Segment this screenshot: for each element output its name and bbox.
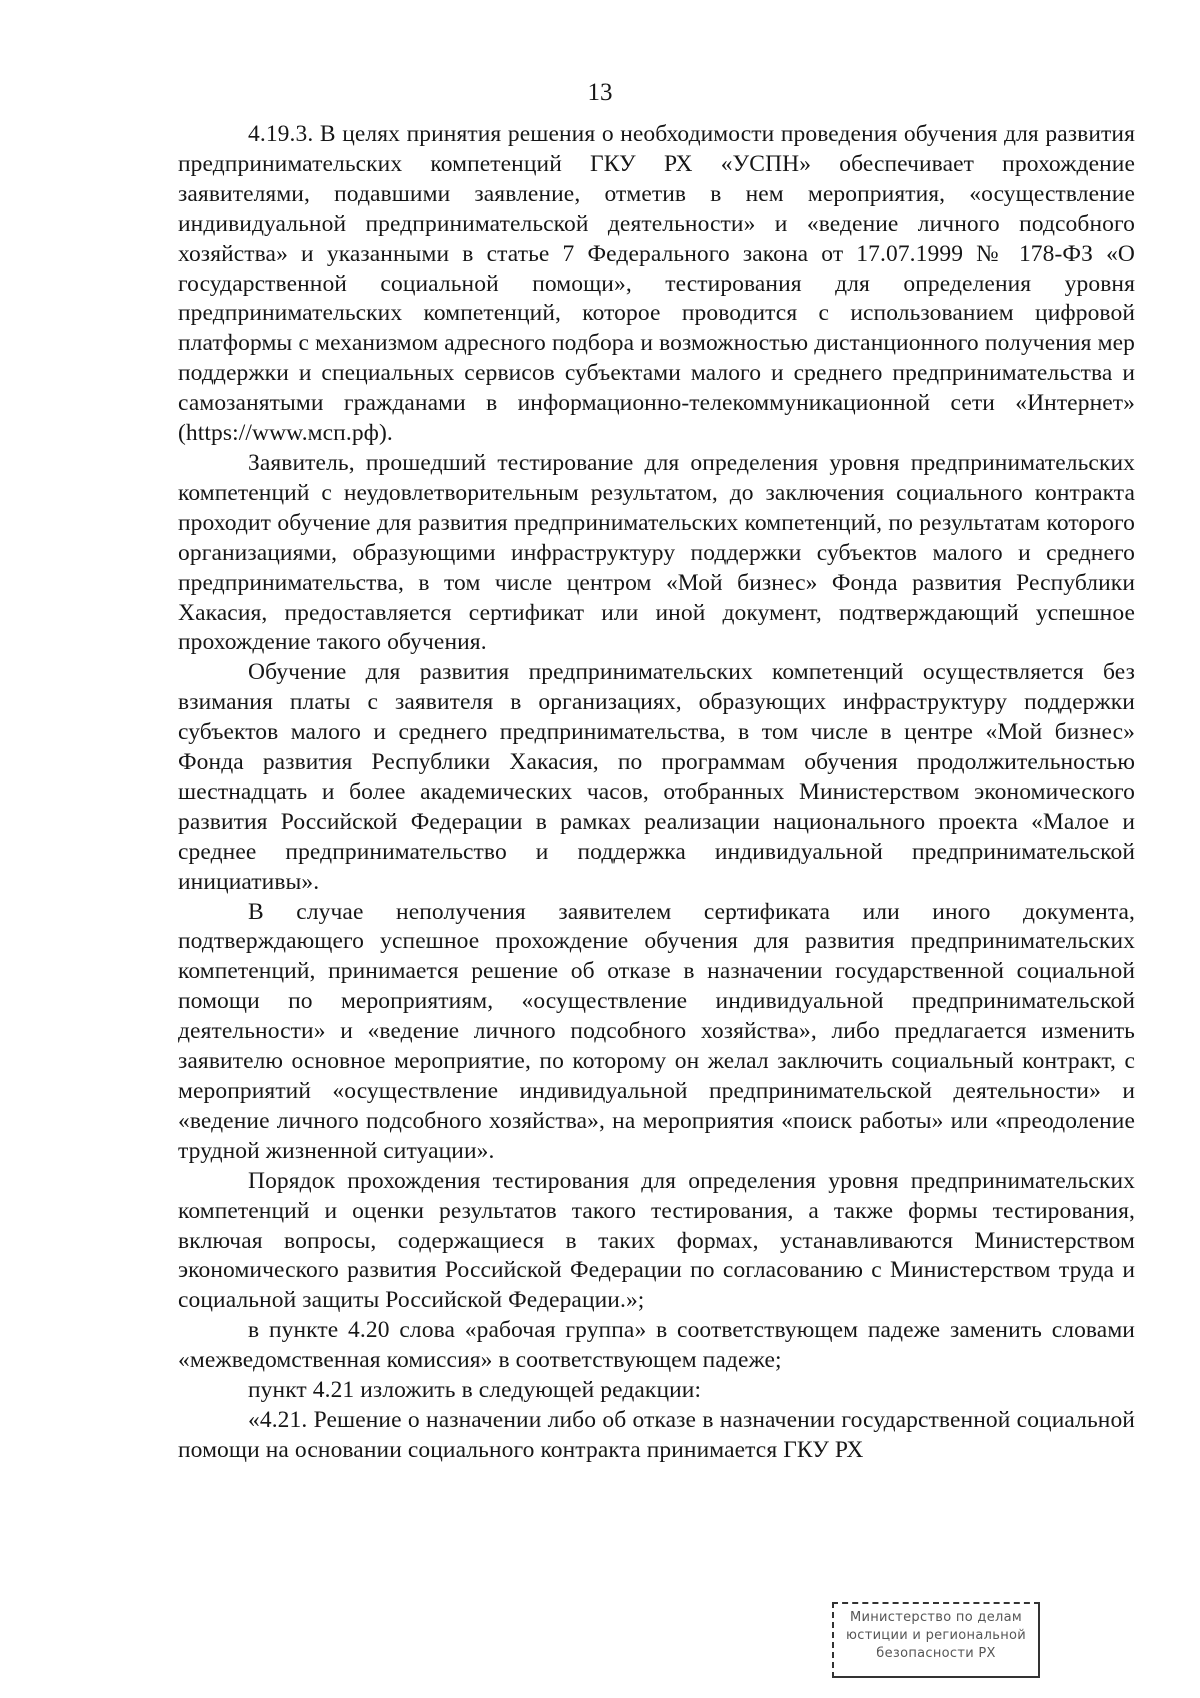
stamp-line: юстиции и региональной [846, 1628, 1026, 1643]
ministry-stamp [832, 1602, 1040, 1678]
stamp-line: безопасности РХ [876, 1646, 996, 1661]
paragraph-testing-procedure: Порядок прохождения тестирования для определения уровня предпринимательских компетенций и оценки результатов такого тестирования, а также формы тестирования, включая вопросы, содержащиеся в таких формах, устанавливаются Министерством экономического развития Российской Федерации по согласованию с Министерством труда и социальной защиты Российской Федерации.»; [178, 1167, 1135, 1314]
page-number: 13 [587, 79, 613, 106]
document-body [178, 120, 1135, 1466]
paragraph-4-21-text: «4.21. Решение о назначении либо об отказе в назначении государственной социальной помощи на основании социального контракта принимается ГКУ РХ [178, 1406, 1135, 1463]
paragraph-certificate-refusal: В случае неполучения заявителем сертификата или иного документа, подтверждающего успешное прохождение обучения для развития предпринимательских компетенций, принимается решение об отказе в назначении государственной социальной помощи по мероприятиям, «осуществление индивидуальной предпринимательской деятельности» и «ведение личного подсобного хозяйства», либо предлагается изменить заявителю основное мероприятие, по которому он желал заключить социальный контракт, с мероприятий «осуществление индивидуальной предпринимательской деятельности» и «ведение личного подсобного хозяйства», на мероприятия «поиск работы» или «преодоление трудной жизненной ситуации». [178, 898, 1135, 1164]
paragraph-training: Обучение для развития предпринимательских компетенций осуществляется без взимания платы с заявителя в организациях, образующих инфраструктуру поддержки субъектов малого и среднего предпринимательства, в том числе в центре «Мой бизнес» Фонда развития Республики Хакасия, по программам обучения продолжительностью шестнадцать и более академических часов, отобранных Министерством экономического развития Российской Федерации в рамках реализации национального проекта «Малое и среднее предпринимательство и поддержка индивидуальной предпринимательской инициативы». [178, 659, 1135, 895]
stamp-line: Министерство по делам [849, 1610, 1022, 1625]
paragraph-4-21-intro: пункт 4.21 изложить в следующей редакции: [248, 1377, 702, 1404]
paragraph-4-19-3: 4.19.3. В целях принятия решения о необходимости проведения обучения для развития предпринимательских компетенций ГКУ РХ «УСПН» обеспечивает прохождение заявителями, подавшими заявление, отметив в нем мероприятия, «осуществление индивидуальной предпринимательской деятельности» и «ведение личного подсобного хозяйства» и указанными в статье 7 Федерального закона от 17.07.1999 № 178-ФЗ «О государственной социальной помощи», тестирования для определения уровня предпринимательских компетенций, которое проводится с использованием цифровой платформы с механизмом адресного подбора и возможностью дистанционного получения мер поддержки и специальных сервисов субъектами малого и среднего предпринимательства и самозанятыми гражданами в информационно-телекоммуникационной сети «Интернет» (https://www.мсп.рф). [178, 121, 1135, 447]
paragraph-4-20-amendment: в пункте 4.20 слова «рабочая группа» в соответствующем падеже заменить словами «межведомственная комиссия» в соответствующем падеже; [178, 1317, 1135, 1374]
paragraph-applicant-testing: Заявитель, прошедший тестирование для определения уровня предпринимательских компетенций с неудовлетворительным результатом, до заключения социального контракта проходит обучение для развития предпринимательских компетенций, по результатам которого организациями, образующими инфраструктуру поддержки субъектов малого и среднего предпринимательства, в том числе центром «Мой бизнес» Фонда развития Республики Хакасия, предоставляется сертификат или иной документ, подтверждающий успешное прохождение такого обучения. [178, 449, 1135, 656]
